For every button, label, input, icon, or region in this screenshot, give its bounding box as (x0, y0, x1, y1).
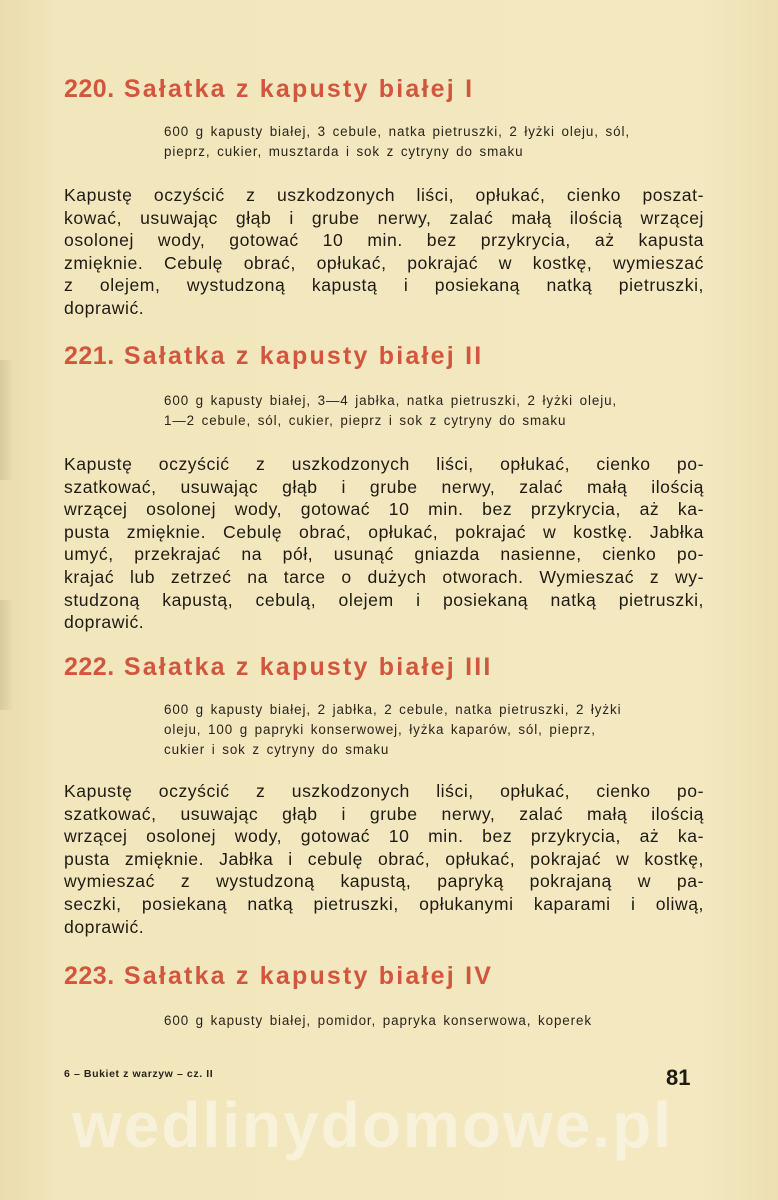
method-line: umyć, przekrajać na pół, usunąć gniazda nasienne, cienko po- (64, 544, 704, 565)
method-line: szatkować, usuwając głąb i grube nerwy, zalać małą ilością (64, 476, 704, 497)
method-line: Kapustę oczyścić z uszkodzonych liści, opłukać, cienko poszat- (64, 185, 704, 205)
method-line: doprawić. (64, 916, 145, 937)
ingredients-line: oleju, 100 g papryki konserwowej, łyżka kaparów, sól, pieprz, (164, 722, 596, 737)
recipe-223 (64, 961, 704, 1031)
method-line: doprawić. (64, 612, 145, 633)
recipe-number: 220. (64, 75, 115, 103)
ingredients-line: 600 g kapusty białej, 3 cebule, natka pietruszki, 2 łyżki oleju, sól, (164, 124, 630, 139)
method-line: wrzącej osolonej wody, gotować 10 min. bez przykrycia, aż ka- (64, 826, 704, 847)
page-edge-shadow (0, 360, 14, 480)
method-text (64, 184, 704, 320)
ingredients-list (164, 122, 704, 162)
method-line: Kapustę oczyścić z uszkodzonych liści, opłukać, cienko po- (64, 781, 704, 801)
method-text (64, 453, 704, 634)
recipe-220 (64, 74, 704, 320)
ingredients-list (164, 1011, 704, 1031)
method-line: studzoną kapustą, cebulą, olejem i posiekaną natką pietruszki, (64, 589, 704, 610)
method-line: wrzącej osolonej wody, gotować 10 min. bez przykrycia, aż ka- (64, 499, 704, 520)
ingredients-line: pieprz, cukier, musztarda i sok z cytryny do smaku (164, 144, 524, 159)
method-line: szatkować, usuwając głąb i grube nerwy, zalać małą ilością (64, 803, 704, 824)
recipe-222 (64, 652, 704, 938)
method-line: pusta zmięknie. Jabłka i cebulę obrać, opłukać, pokrajać w kostkę, (64, 848, 704, 869)
ingredients-line: 600 g kapusty białej, pomidor, papryka konserwowa, koperek (164, 1013, 592, 1028)
ingredients-line: 1—2 cebule, sól, cukier, pieprz i sok z cytryny do smaku (164, 413, 567, 428)
recipe-title-text: Sałatka z kapusty białej II (123, 342, 484, 370)
recipe-number: 222. (64, 653, 115, 681)
recipe-title (64, 652, 704, 682)
recipe-title (64, 341, 704, 371)
recipe-title (64, 74, 704, 104)
method-line: Kapustę oczyścić z uszkodzonych liści, opłukać, cienko po- (64, 454, 704, 474)
ingredients-list (164, 391, 704, 431)
method-line: krajać lub zetrzeć na tarce o dużych otworach. Wymieszać z wy- (64, 566, 704, 587)
page-edge-shadow (0, 600, 14, 710)
recipe-number: 223. (64, 962, 115, 990)
method-line: wymieszać z wystudzoną kapustą, papryką pokrajaną w pa- (64, 871, 704, 892)
printer-signature: 6 – Bukiet z warzyw – cz. II (64, 1068, 214, 1080)
recipe-221 (64, 341, 704, 634)
recipe-title-text: Sałatka z kapusty białej III (123, 653, 493, 681)
ingredients-line: 600 g kapusty białej, 2 jabłka, 2 cebule, natka pietruszki, 2 łyżki (164, 702, 622, 717)
method-line: osolonej wody, gotować 10 min. bez przykrycia, aż kapusta (64, 230, 704, 251)
method-line: doprawić. (64, 297, 145, 318)
ingredients-list (164, 700, 704, 760)
ingredients-line: cukier i sok z cytryny do smaku (164, 742, 390, 757)
ingredients-line: 600 g kapusty białej, 3—4 jabłka, natka pietruszki, 2 łyżki oleju, (164, 393, 618, 408)
page-number: 81 (666, 1065, 691, 1090)
method-line: pusta zmięknie. Cebulę obrać, opłukać, pokrajać w kostkę. Jabłka (64, 521, 704, 542)
watermark: wedlinydomowe.pl (72, 1089, 673, 1161)
method-line: zmięknie. Cebulę obrać, opłukać, pokrajać w kostkę, wymieszać (64, 252, 704, 273)
recipe-title (64, 961, 704, 991)
recipe-title-text: Sałatka z kapusty białej IV (123, 962, 494, 990)
method-line: kować, usuwając głąb i grube nerwy, zalać małą ilością wrzącej (64, 207, 704, 228)
recipe-title-text: Sałatka z kapusty białej I (123, 75, 475, 103)
recipe-number: 221. (64, 342, 115, 370)
method-text (64, 780, 704, 938)
method-line: seczki, posiekaną natką pietruszki, opłukanymi kaparami i oliwą, (64, 893, 704, 914)
method-line: z olejem, wystudzoną kapustą i posiekaną natką pietruszki, (64, 275, 704, 296)
